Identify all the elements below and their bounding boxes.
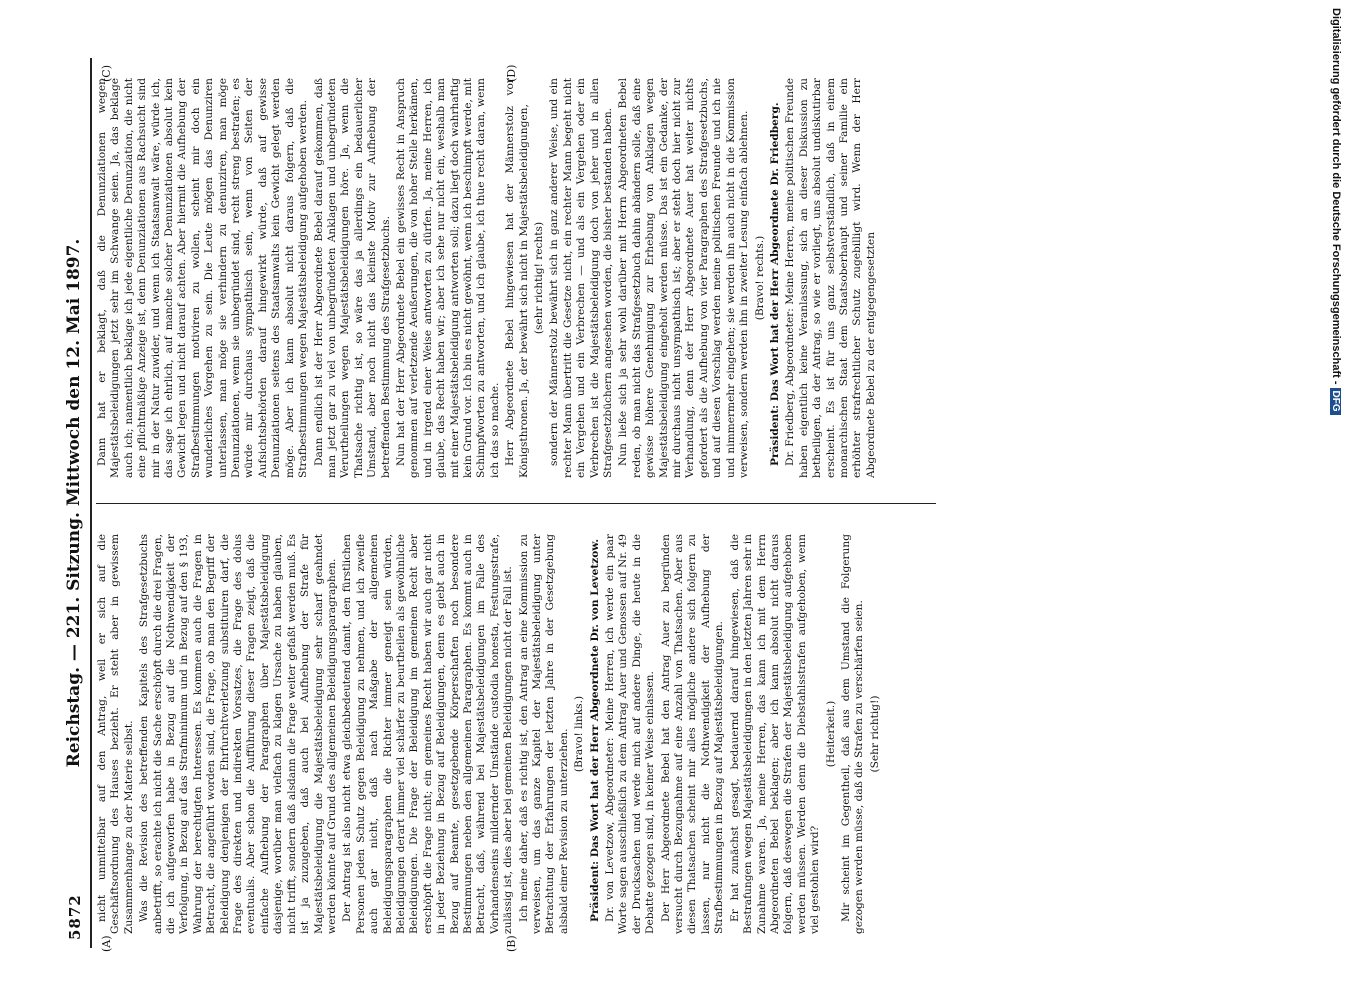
- credit-rotated: [1318, 8, 1342, 988]
- paragraph: Ich meine daher, daß es richtig ist, den Antrag an eine Kommission zu verweisen, um das ganze Kapitel der Majestätsbeleidigung unter Betrachtung der Erfahrungen der letzten Jahre in der Gesetzgebung alsbald einer Revision zu unterziehen.: [517, 534, 570, 934]
- margin-mark-d: (D): [505, 64, 518, 82]
- interjection: (Bravo! rechts.): [753, 235, 766, 321]
- paragraph: Herr Abgeordnete Bebel hingewiesen hat der Männerstolz vor Königsthronen. Ja, der bewährt sich nicht in Majestätsbeleidigungen,: [504, 78, 530, 478]
- digitization-credit: [1320, 8, 1344, 988]
- interjection: (Sehr richtig!): [868, 695, 881, 773]
- speaker-line: Präsident: Das Wort hat der Herr Abgeordnete Dr. Friedberg.: [768, 102, 781, 466]
- paragraph: Was die Revision des betreffenden Kapitels des Strafgesetzbuchs anbetrifft, so erachte ich nicht die Sache erschöpft durch die drei Fragen, die ich aufgeworfen habe in Bezug auf die Nothwendigkeit der Verfolgung, in Bezug auf das Strafminimum und in Bezug auf den § 193, Wahrung der berechtigten Interessen. Es kommen auch die Fragen in Betracht, die angeführt worden sind, die Frage, ob man den Begriff der Beleidigung denjenigen der Ehrfurchtverletzung substituiren darf, die Frage des direkten und indirekten Vorsatzes, die Frage des dolus eventualis. Aber schon die Aufführung dieser Fragen zeigt, daß die einfache Aufhebung der Paragraphen über Majestätsbeleidigung dasjenige, worüber man vielfach zu klagen Ursache zu haben glauben, nicht trifft, sondern daß alsdann die Frage weiter gefaßt werden muß. Es ist ja zuzugeben, daß auch bei Aufhebung der Strafe für Majestätsbeleidigung die Majestätsbeleidigung sehr scharf geahndet werden könnte auf Grund des allgemeinen Beleidigungsparagraphen.: [138, 534, 338, 934]
- right-column: [96, 78, 936, 478]
- paragraph: Er hat zunächst gesagt, bedauernd darauf hingewiesen, daß die Bestrafungen wegen Majestätsbeleidigungen in den letzten Jahren sehr in Zunahme waren. Ja, meine Herren, das kann ich mit dem Herrn Abgeordneten Bebel beklagen; aber ich kann absolut nicht daraus folgern, daß deswegen die Strafen der Majestätsbeleidigung aufgehoben werden müssen. Werden denn die Diebstahlsstrafen aufgehoben, wenn viel gestohlen wird?: [728, 534, 822, 934]
- speaker-line: Präsident: Das Wort hat der Herr Abgeordnete Dr. von Levetzow.: [588, 538, 601, 922]
- paragraph: Dann hat er beklagt, daß die Denunziationen wegen Majestätsbeleidigungen jetzt sehr im Schwange seien. Ja, das beklage auch ich; namentlich beklage ich jede eigentliche Denunziation, die nicht eine pflichtmäßige Anzeige ist, denn Denunziationen aus Rachsucht sind mir in der Natur zuwider, und wenn ich Staatsanwalt wäre, würde ich, das sage ich ehrlich, auf manche solcher Denunziationen absolut kein Gewicht legen und nicht darauf achten. Aber hiermit die Aufhebung der Strafbestimmungen motiviren zu wollen, scheint mir doch ein wunderliches Vorgehen zu sein. Die Leute mögen das Denunziren unterlassen, man möge sie verhindern zu denunziren, man möge Denunziationen, wenn sie unbegründet sind, recht streng bestrafen; es würde mir durchaus sympathisch sein, wenn von Seiten der Aufsichtsbehörden darauf hingewirkt würde, daß auf gewisse Denunziationen seitens des Staatsanwalts kein Gewicht gelegt werden möge. Aber ich kann absolut nicht daraus folgern, daß die Strafbestimmungen wegen Majestätsbeleidigung aufgehoben werden.: [96, 78, 310, 478]
- paragraph: nicht unmittelbar auf den Antrag, weil er sich auf die Geschäftsordnung des Hauses bezieht. Er steht aber in gewissem Zusammenhange zu der Materie selbst.: [96, 534, 135, 934]
- column-divider: [96, 503, 936, 504]
- margin-mark-b: (B): [505, 935, 518, 952]
- credit-text: Digitalisierung gefördert durch die Deutsche Forschungsgemeinschaft -: [1330, 8, 1342, 385]
- paragraph: sondern der Männerstolz bewährt sich in ganz anderer Weise, und ein rechter Mann übertritt die Gesetze nicht, ein rechter Mann begeht nicht ein Vergehen und ein Verbrechen — und als ein Vergehen oder ein Verbrechen ist die Majestätsbeleidigung doch von jeher und in allen Strafgesetzbüchern angesehen worden, die bisher bestanden haben.: [548, 78, 615, 478]
- header-rule: [90, 58, 92, 948]
- paragraph: Dann endlich ist der Herr Abgeordnete Bebel darauf gekommen, daß man jetzt gar zu viel von unbegründeten Anklagen und unbegründeten Verurtheilungen wegen Majestätsbeleidigungen höre. Ja, wenn die Thatsache richtig ist, so wäre das ja allerdings ein bedauerlicher Umstand, aber noch nicht das kleinste Motiv zur Aufhebung der betreffenden Bestimmung des Strafgesetzbuchs.: [312, 78, 392, 478]
- left-column: [96, 534, 936, 934]
- paragraph: Nun ließe sich ja sehr wohl darüber mit Herrn Abgeordneten Bebel reden, ob man nicht das Strafgesetzbuch dahin abändern solle, daß eine gewisse höhere Genehmigung zur Erhebung von Anklagen wegen Majestätsbeleidigung eingeholt werden müsse. Das ist ein Gedanke, der mir durchaus nicht unsympathisch ist; aber er steht doch hier nicht zur Verhandlung, denn der Herr Abgeordnete Auer hat weiter nichts gefordert als die Aufhebung von vier Paragraphen des Strafgesetzbuchs, und auf diesen Vorschlag werden meine politischen Freunde und ich nie und nimmermehr eingehen; sie werden ihn auch nicht in die Kommission verweisen, sondern werden ihn in zweiter Lesung einfach ablehnen.: [617, 78, 751, 478]
- interjection: (sehr richtig! rechts): [533, 221, 545, 335]
- session-title: Reichstag. — 221. Sitzung. Mittwoch den 12. Mai 1897.: [64, 238, 84, 768]
- interjection: (Bravo! links.): [573, 695, 586, 773]
- paragraph: Der Antrag ist also nicht etwa gleichbedeutend damit, den fürstlichen Personen jeden Schutz gegen Beleidigung zu nehmen, und ich zweifle auch gar nicht, daß nach Maßgabe der allgemeinen Beleidigungsparagraphen die Richter immer geneigt sein würden, Beleidigungen derart immer viel schärfer zu beurtheilen als gewöhnliche Beleidigungen. Die Frage der Beleidigung im gemeinen Recht aber erschöpft die Frage nicht; ein gemeines Recht haben wir auch gar nicht in jeder Beziehung in Bezug auf Beleidigungen, denn es giebt auch in Bezug auf Beamte, gesetzgebende Körperschaften noch besondere Bestimmungen neben den allgemeinen Paragraphen. Es kommt auch in Betracht, daß, während bei Majestätsbeleidigungen im Falle des Vorhandenseins mildernder Umstände custodia honesta, Festungsstrafe, zulässig ist, dies aber bei gemeinen Beleidigungen nicht der Fall ist.: [341, 534, 515, 934]
- page-header: [60, 58, 90, 948]
- paragraph: Mir scheint im Gegentheil, daß aus dem Umstand die Folgerung gezogen werden müsse, daß die Strafen zu verschärfen seien.: [839, 534, 866, 934]
- paragraph: Dr. von Levetzow, Abgeordneter: Meine Herren, ich werde ein paar Worte sagen ausschließlich zu dem Antrag Auer und Genossen auf Nr. 49 der Drucksachen und werde mich auf andere Dinge, die heute in die Debatte gezogen sind, in keiner Weise einlassen.: [604, 534, 657, 934]
- paragraph: Nun hat der Herr Abgeordnete Bebel ein gewisses Recht in Anspruch genommen auf verletzende Aeußerungen, die von hoher Stelle herkämen, und in irgend einer Weise antworten zu dürfen. Ja, meine Herren, ich glaube, das Recht haben wir; aber ich sehe nur nicht ein, weshalb man mit einer Majestätsbeleidigung antworten soll; dazu liegt doch wahrhaftig kein Grund vor. Ich bin es nicht gewöhnt, wenn ich beschimpft werde, mit Schimpfworten zu antworten, und ich glaube, ich thue recht daran, wenn ich das so mache.: [394, 78, 501, 478]
- paragraph: Dr. Friedberg, Abgeordneter: Meine Herren, meine politischen Freunde haben eigentlich keine Veranlassung, sich an dieser Diskussion zu betheiligen, da der Antrag, so wie er vorliegt, uns absolut undiskutirbar erscheint. Es ist für uns ganz selbstverständlich, daß in einem monarchischen Staat dem Staatsoberhaupt und seiner Familie ein erhöhter strafrechtlicher Schutz zugebilligt wird. Wenn der Herr Abgeordnete Bebel zu der entgegengesetzten: [784, 78, 877, 478]
- paragraph: Der Herr Abgeordnete Bebel hat den Antrag Auer zu begründen versucht durch Bezugnahme auf eine Anzahl von Thatsachen. Aber aus diesen Thatsachen scheint mir alles mögliche andere sich folgern zu lassen, nur nicht die Nothwendigkeit der Aufhebung der Strafbestimmungen in Bezug auf Majestätsbeleidigungen.: [659, 534, 726, 934]
- margin-mark-a: (A): [100, 935, 113, 952]
- page-number: 5872: [66, 894, 84, 940]
- interjection: (Heiterkeit.): [824, 700, 837, 768]
- rotated-newspaper-page: [60, 58, 1330, 952]
- margin-mark-c: (C): [100, 65, 113, 82]
- dfg-logo: DFG: [1330, 388, 1341, 415]
